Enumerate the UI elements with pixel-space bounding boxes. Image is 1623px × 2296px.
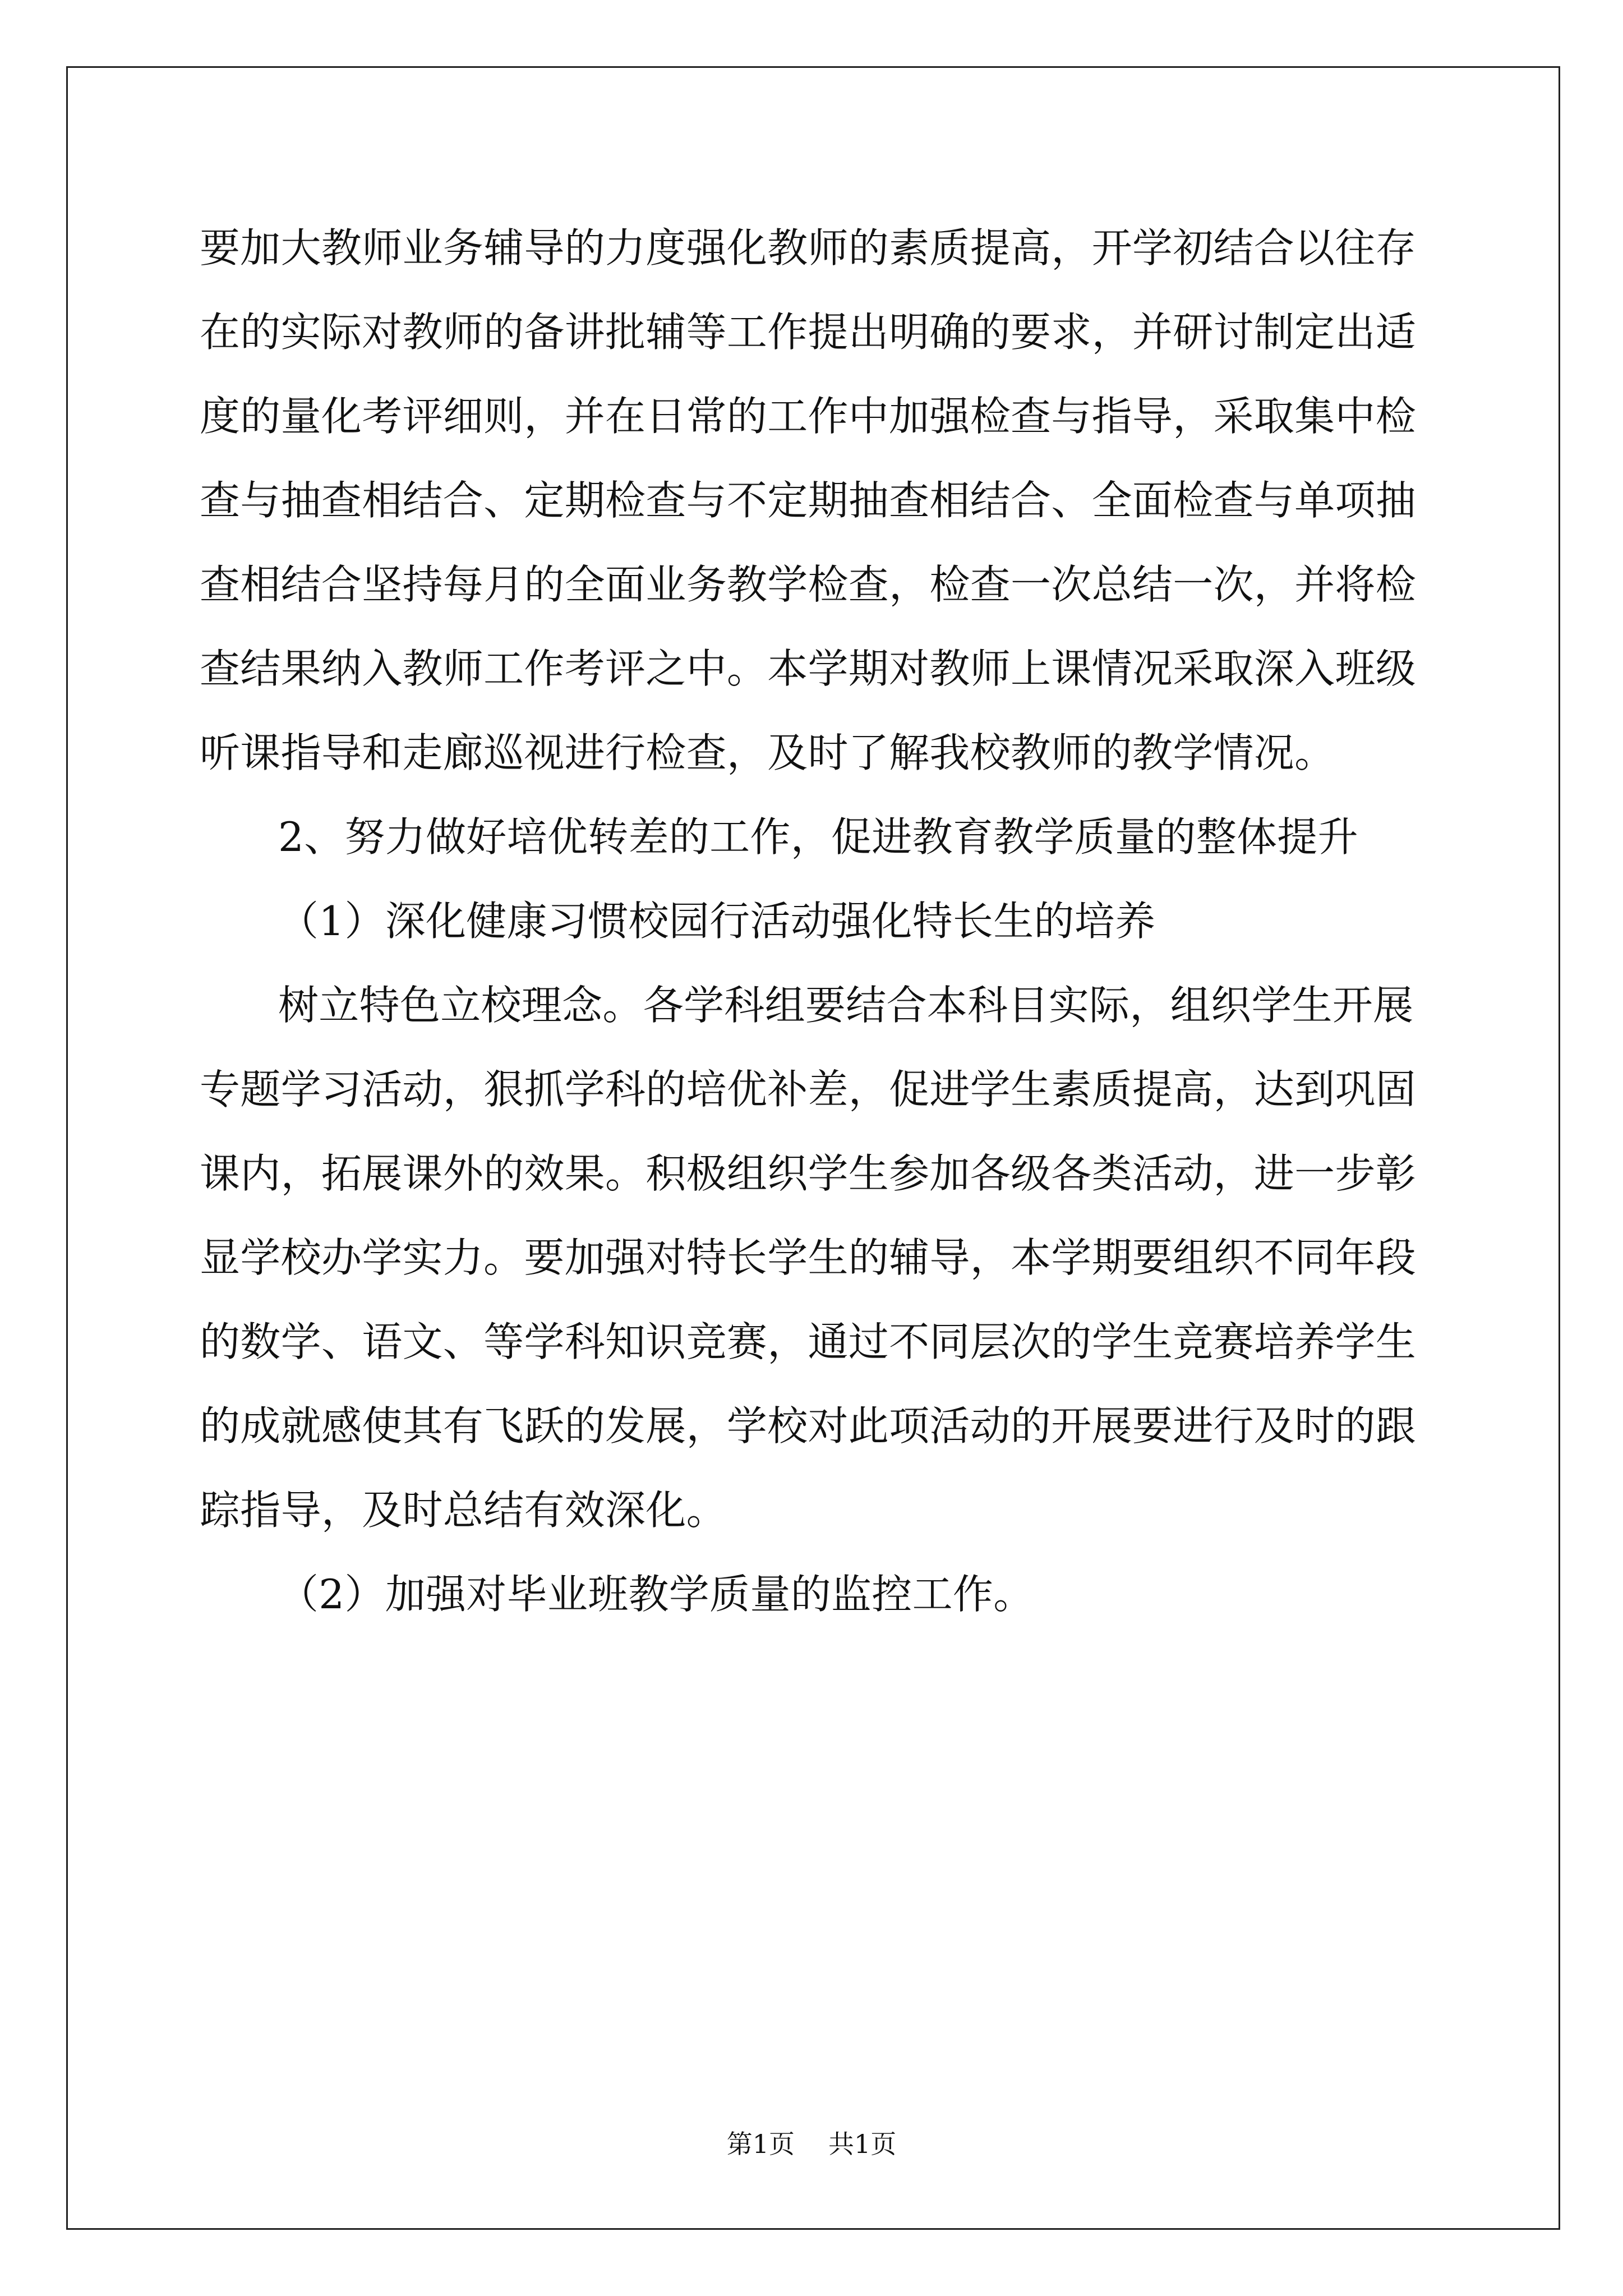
body-line: 查相结合坚持每月的全面业务教学检查，检查一次总结一次，并将检 bbox=[200, 561, 1417, 608]
subsection-heading: （1）深化健康习惯校园行活动强化特长生的培养 bbox=[278, 898, 1156, 945]
body-line: 度的量化考评细则，并在日常的工作中加强检查与指导，采取集中检 bbox=[200, 393, 1417, 440]
body-line: 的成就感使其有飞跃的发展，学校对此项活动的开展要进行及时的跟 bbox=[200, 1402, 1417, 1450]
page-footer bbox=[0, 2127, 1623, 2161]
body-line: 听课指导和走廊巡视进行检查，及时了解我校教师的教学情况。 bbox=[200, 729, 1335, 776]
page-total: 共1页 bbox=[828, 2129, 897, 2159]
page-number: 第1页 bbox=[726, 2129, 795, 2159]
body-line: 显学校办学实力。要加强对特长学生的辅导，本学期要组织不同年段 bbox=[200, 1234, 1417, 1281]
body-line: 树立特色立校理念。各学科组要结合本科目实际，组织学生开展 bbox=[278, 982, 1414, 1029]
body-line: 专题学习活动，狠抓学科的培优补差，促进学生素质提高，达到巩固 bbox=[200, 1066, 1417, 1113]
subsection-heading: （2）加强对毕业班教学质量的监控工作。 bbox=[278, 1571, 1034, 1618]
body-line: 要加大教师业务辅导的力度强化教师的素质提高，开学初结合以往存 bbox=[200, 224, 1417, 272]
body-line: 踪指导，及时总结有效深化。 bbox=[200, 1487, 727, 1534]
body-line: 课内，拓展课外的效果。积极组织学生参加各级各类活动，进一步彰 bbox=[200, 1150, 1417, 1197]
section-heading: 2、努力做好培优转差的工作，促进教育教学质量的整体提升 bbox=[278, 813, 1358, 861]
body-line: 在的实际对教师的备讲批辅等工作提出明确的要求，并研讨制定出适 bbox=[200, 309, 1417, 356]
body-line: 的数学、语文、等学科知识竞赛，通过不同层次的学生竞赛培养学生 bbox=[200, 1318, 1417, 1365]
body-line: 查与抽查相结合、定期检查与不定期抽查相结合、全面检查与单项抽 bbox=[200, 477, 1417, 524]
body-line: 查结果纳入教师工作考评之中。本学期对教师上课情况采取深入班级 bbox=[200, 645, 1417, 692]
